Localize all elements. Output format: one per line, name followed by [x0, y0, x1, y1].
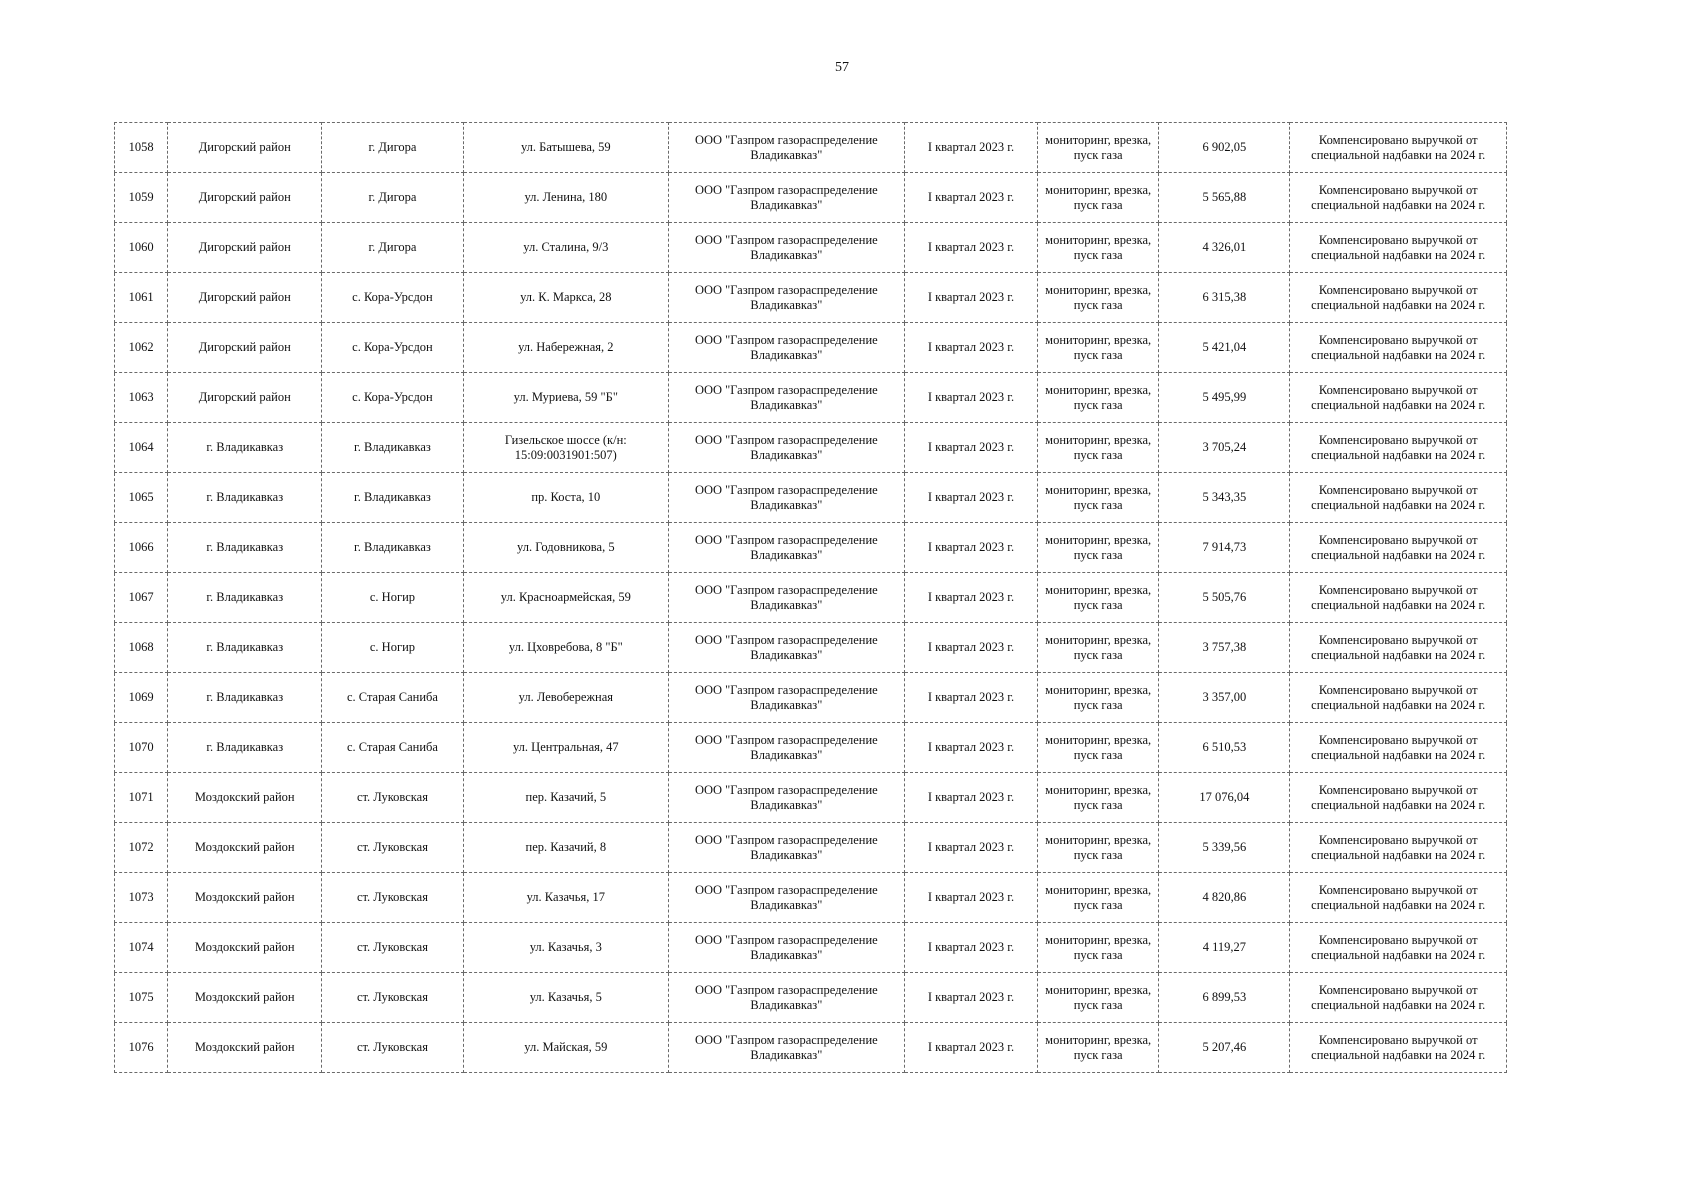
- organization-cell: ООО "Газпром газораспределение Владикавказ": [668, 573, 904, 623]
- settlement-cell: с. Кора-Урсдон: [322, 373, 464, 423]
- organization-cell: ООО "Газпром газораспределение Владикавказ": [668, 373, 904, 423]
- district-cell: г. Владикавказ: [168, 573, 322, 623]
- amount-cell: 3 757,38: [1159, 623, 1290, 673]
- district-cell: Дигорский район: [168, 123, 322, 173]
- works-cell: мониторинг, врезка, пуск газа: [1038, 473, 1159, 523]
- period-cell: I квартал 2023 г.: [904, 473, 1037, 523]
- period-cell: I квартал 2023 г.: [904, 673, 1037, 723]
- address-cell: пер. Казачий, 8: [463, 823, 668, 873]
- district-cell: г. Владикавказ: [168, 523, 322, 573]
- organization-cell: ООО "Газпром газораспределение Владикавказ": [668, 873, 904, 923]
- note-cell: Компенсировано выручкой от специальной надбавки на 2024 г.: [1290, 623, 1507, 673]
- note-cell: Компенсировано выручкой от специальной надбавки на 2024 г.: [1290, 873, 1507, 923]
- table-row: [115, 273, 1507, 323]
- settlement-cell: ст. Луковская: [322, 1023, 464, 1073]
- period-cell: I квартал 2023 г.: [904, 173, 1037, 223]
- district-cell: Моздокский район: [168, 873, 322, 923]
- note-cell: Компенсировано выручкой от специальной надбавки на 2024 г.: [1290, 323, 1507, 373]
- note-cell: Компенсировано выручкой от специальной надбавки на 2024 г.: [1290, 723, 1507, 773]
- district-cell: Моздокский район: [168, 973, 322, 1023]
- table-row: [115, 123, 1507, 173]
- period-cell: I квартал 2023 г.: [904, 723, 1037, 773]
- row-number: 1074: [115, 923, 168, 973]
- district-cell: Дигорский район: [168, 173, 322, 223]
- works-cell: мониторинг, врезка, пуск газа: [1038, 323, 1159, 373]
- address-cell: ул. Казачья, 5: [463, 973, 668, 1023]
- address-cell: пер. Казачий, 5: [463, 773, 668, 823]
- table-row: [115, 673, 1507, 723]
- settlement-cell: с. Старая Саниба: [322, 723, 464, 773]
- table-row: [115, 323, 1507, 373]
- table-row: [115, 823, 1507, 873]
- row-number: 1061: [115, 273, 168, 323]
- address-cell: ул. Муриева, 59 "Б": [463, 373, 668, 423]
- works-cell: мониторинг, врезка, пуск газа: [1038, 123, 1159, 173]
- settlement-cell: с. Ногир: [322, 623, 464, 673]
- works-cell: мониторинг, врезка, пуск газа: [1038, 623, 1159, 673]
- address-cell: ул. Левобережная: [463, 673, 668, 723]
- note-cell: Компенсировано выручкой от специальной надбавки на 2024 г.: [1290, 423, 1507, 473]
- amount-cell: 5 565,88: [1159, 173, 1290, 223]
- settlement-cell: г. Дигора: [322, 173, 464, 223]
- settlement-cell: г. Владикавказ: [322, 523, 464, 573]
- table-row: [115, 473, 1507, 523]
- row-number: 1062: [115, 323, 168, 373]
- works-cell: мониторинг, врезка, пуск газа: [1038, 823, 1159, 873]
- amount-cell: 3 705,24: [1159, 423, 1290, 473]
- settlement-cell: с. Кора-Урсдон: [322, 323, 464, 373]
- works-cell: мониторинг, врезка, пуск газа: [1038, 923, 1159, 973]
- organization-cell: ООО "Газпром газораспределение Владикавказ": [668, 973, 904, 1023]
- settlement-cell: г. Дигора: [322, 223, 464, 273]
- table-row: [115, 723, 1507, 773]
- works-cell: мониторинг, врезка, пуск газа: [1038, 423, 1159, 473]
- address-cell: ул. Сталина, 9/3: [463, 223, 668, 273]
- note-cell: Компенсировано выручкой от специальной надбавки на 2024 г.: [1290, 773, 1507, 823]
- table-row: [115, 873, 1507, 923]
- table-body: [115, 123, 1507, 1073]
- organization-cell: ООО "Газпром газораспределение Владикавказ": [668, 473, 904, 523]
- settlement-cell: г. Владикавказ: [322, 423, 464, 473]
- works-cell: мониторинг, врезка, пуск газа: [1038, 273, 1159, 323]
- amount-cell: 5 343,35: [1159, 473, 1290, 523]
- period-cell: I квартал 2023 г.: [904, 573, 1037, 623]
- table-row: [115, 623, 1507, 673]
- period-cell: I квартал 2023 г.: [904, 523, 1037, 573]
- row-number: 1058: [115, 123, 168, 173]
- address-cell: Гизельское шоссе (к/н: 15:09:0031901:507): [463, 423, 668, 473]
- note-cell: Компенсировано выручкой от специальной надбавки на 2024 г.: [1290, 973, 1507, 1023]
- works-cell: мониторинг, врезка, пуск газа: [1038, 573, 1159, 623]
- amount-cell: 5 339,56: [1159, 823, 1290, 873]
- district-cell: Дигорский район: [168, 223, 322, 273]
- district-cell: г. Владикавказ: [168, 723, 322, 773]
- district-cell: г. Владикавказ: [168, 623, 322, 673]
- amount-cell: 6 899,53: [1159, 973, 1290, 1023]
- organization-cell: ООО "Газпром газораспределение Владикавказ": [668, 123, 904, 173]
- row-number: 1071: [115, 773, 168, 823]
- period-cell: I квартал 2023 г.: [904, 823, 1037, 873]
- works-cell: мониторинг, врезка, пуск газа: [1038, 223, 1159, 273]
- district-cell: г. Владикавказ: [168, 423, 322, 473]
- organization-cell: ООО "Газпром газораспределение Владикавказ": [668, 323, 904, 373]
- settlement-cell: с. Старая Саниба: [322, 673, 464, 723]
- address-cell: ул. Красноармейская, 59: [463, 573, 668, 623]
- amount-cell: 5 421,04: [1159, 323, 1290, 373]
- settlement-cell: ст. Луковская: [322, 923, 464, 973]
- organization-cell: ООО "Газпром газораспределение Владикавказ": [668, 773, 904, 823]
- district-cell: Моздокский район: [168, 1023, 322, 1073]
- settlement-cell: ст. Луковская: [322, 823, 464, 873]
- table-row: [115, 423, 1507, 473]
- amount-cell: 6 510,53: [1159, 723, 1290, 773]
- address-cell: ул. К. Маркса, 28: [463, 273, 668, 323]
- row-number: 1065: [115, 473, 168, 523]
- address-cell: ул. Казачья, 3: [463, 923, 668, 973]
- note-cell: Компенсировано выручкой от специальной надбавки на 2024 г.: [1290, 673, 1507, 723]
- period-cell: I квартал 2023 г.: [904, 123, 1037, 173]
- district-cell: Моздокский район: [168, 823, 322, 873]
- period-cell: I квартал 2023 г.: [904, 623, 1037, 673]
- settlement-cell: ст. Луковская: [322, 773, 464, 823]
- note-cell: Компенсировано выручкой от специальной надбавки на 2024 г.: [1290, 1023, 1507, 1073]
- period-cell: I квартал 2023 г.: [904, 973, 1037, 1023]
- district-cell: Моздокский район: [168, 773, 322, 823]
- settlement-cell: г. Дигора: [322, 123, 464, 173]
- row-number: 1075: [115, 973, 168, 1023]
- row-number: 1063: [115, 373, 168, 423]
- district-cell: Дигорский район: [168, 323, 322, 373]
- note-cell: Компенсировано выручкой от специальной надбавки на 2024 г.: [1290, 173, 1507, 223]
- table-row: [115, 573, 1507, 623]
- amount-cell: 4 326,01: [1159, 223, 1290, 273]
- organization-cell: ООО "Газпром газораспределение Владикавказ": [668, 923, 904, 973]
- works-cell: мониторинг, врезка, пуск газа: [1038, 773, 1159, 823]
- works-cell: мониторинг, врезка, пуск газа: [1038, 673, 1159, 723]
- row-number: 1073: [115, 873, 168, 923]
- table-row: [115, 923, 1507, 973]
- row-number: 1059: [115, 173, 168, 223]
- organization-cell: ООО "Газпром газораспределение Владикавказ": [668, 273, 904, 323]
- note-cell: Компенсировано выручкой от специальной надбавки на 2024 г.: [1290, 373, 1507, 423]
- works-cell: мониторинг, врезка, пуск газа: [1038, 173, 1159, 223]
- amount-cell: 3 357,00: [1159, 673, 1290, 723]
- table-row: [115, 373, 1507, 423]
- period-cell: I квартал 2023 г.: [904, 923, 1037, 973]
- amount-cell: 6 902,05: [1159, 123, 1290, 173]
- settlement-cell: с. Ногир: [322, 573, 464, 623]
- amount-cell: 4 820,86: [1159, 873, 1290, 923]
- organization-cell: ООО "Газпром газораспределение Владикавказ": [668, 823, 904, 873]
- table-row: [115, 1023, 1507, 1073]
- period-cell: I квартал 2023 г.: [904, 223, 1037, 273]
- amount-cell: 5 505,76: [1159, 573, 1290, 623]
- address-cell: ул. Набережная, 2: [463, 323, 668, 373]
- amount-cell: 6 315,38: [1159, 273, 1290, 323]
- amount-cell: 7 914,73: [1159, 523, 1290, 573]
- period-cell: I квартал 2023 г.: [904, 773, 1037, 823]
- table-row: [115, 773, 1507, 823]
- amount-cell: 17 076,04: [1159, 773, 1290, 823]
- period-cell: I квартал 2023 г.: [904, 423, 1037, 473]
- settlement-cell: ст. Луковская: [322, 973, 464, 1023]
- address-cell: ул. Цховребова, 8 "Б": [463, 623, 668, 673]
- organization-cell: ООО "Газпром газораспределение Владикавказ": [668, 1023, 904, 1073]
- address-cell: ул. Казачья, 17: [463, 873, 668, 923]
- row-number: 1076: [115, 1023, 168, 1073]
- amount-cell: 4 119,27: [1159, 923, 1290, 973]
- table-row: [115, 523, 1507, 573]
- address-cell: ул. Годовникова, 5: [463, 523, 668, 573]
- period-cell: I квартал 2023 г.: [904, 873, 1037, 923]
- works-cell: мониторинг, врезка, пуск газа: [1038, 523, 1159, 573]
- note-cell: Компенсировано выручкой от специальной надбавки на 2024 г.: [1290, 823, 1507, 873]
- settlement-cell: с. Кора-Урсдон: [322, 273, 464, 323]
- amount-cell: 5 207,46: [1159, 1023, 1290, 1073]
- organization-cell: ООО "Газпром газораспределение Владикавказ": [668, 173, 904, 223]
- row-number: 1060: [115, 223, 168, 273]
- gasification-table: [114, 122, 1507, 1073]
- period-cell: I квартал 2023 г.: [904, 373, 1037, 423]
- period-cell: I квартал 2023 г.: [904, 273, 1037, 323]
- row-number: 1069: [115, 673, 168, 723]
- works-cell: мониторинг, врезка, пуск газа: [1038, 873, 1159, 923]
- note-cell: Компенсировано выручкой от специальной надбавки на 2024 г.: [1290, 473, 1507, 523]
- row-number: 1068: [115, 623, 168, 673]
- page-number: 57: [835, 60, 849, 75]
- row-number: 1067: [115, 573, 168, 623]
- settlement-cell: ст. Луковская: [322, 873, 464, 923]
- note-cell: Компенсировано выручкой от специальной надбавки на 2024 г.: [1290, 223, 1507, 273]
- organization-cell: ООО "Газпром газораспределение Владикавказ": [668, 223, 904, 273]
- row-number: 1070: [115, 723, 168, 773]
- district-cell: Дигорский район: [168, 373, 322, 423]
- period-cell: I квартал 2023 г.: [904, 323, 1037, 373]
- row-number: 1072: [115, 823, 168, 873]
- district-cell: г. Владикавказ: [168, 473, 322, 523]
- table-row: [115, 223, 1507, 273]
- address-cell: ул. Батышева, 59: [463, 123, 668, 173]
- organization-cell: ООО "Газпром газораспределение Владикавказ": [668, 673, 904, 723]
- table-row: [115, 173, 1507, 223]
- district-cell: Дигорский район: [168, 273, 322, 323]
- amount-cell: 5 495,99: [1159, 373, 1290, 423]
- row-number: 1066: [115, 523, 168, 573]
- row-number: 1064: [115, 423, 168, 473]
- district-cell: Моздокский район: [168, 923, 322, 973]
- organization-cell: ООО "Газпром газораспределение Владикавказ": [668, 623, 904, 673]
- organization-cell: ООО "Газпром газораспределение Владикавказ": [668, 523, 904, 573]
- address-cell: ул. Майская, 59: [463, 1023, 668, 1073]
- address-cell: ул. Ленина, 180: [463, 173, 668, 223]
- note-cell: Компенсировано выручкой от специальной надбавки на 2024 г.: [1290, 123, 1507, 173]
- works-cell: мониторинг, врезка, пуск газа: [1038, 1023, 1159, 1073]
- note-cell: Компенсировано выручкой от специальной надбавки на 2024 г.: [1290, 923, 1507, 973]
- district-cell: г. Владикавказ: [168, 673, 322, 723]
- organization-cell: ООО "Газпром газораспределение Владикавказ": [668, 423, 904, 473]
- works-cell: мониторинг, врезка, пуск газа: [1038, 723, 1159, 773]
- works-cell: мониторинг, врезка, пуск газа: [1038, 373, 1159, 423]
- organization-cell: ООО "Газпром газораспределение Владикавказ": [668, 723, 904, 773]
- works-cell: мониторинг, врезка, пуск газа: [1038, 973, 1159, 1023]
- note-cell: Компенсировано выручкой от специальной надбавки на 2024 г.: [1290, 273, 1507, 323]
- note-cell: Компенсировано выручкой от специальной надбавки на 2024 г.: [1290, 523, 1507, 573]
- settlement-cell: г. Владикавказ: [322, 473, 464, 523]
- address-cell: ул. Центральная, 47: [463, 723, 668, 773]
- note-cell: Компенсировано выручкой от специальной надбавки на 2024 г.: [1290, 573, 1507, 623]
- table-row: [115, 973, 1507, 1023]
- period-cell: I квартал 2023 г.: [904, 1023, 1037, 1073]
- address-cell: пр. Коста, 10: [463, 473, 668, 523]
